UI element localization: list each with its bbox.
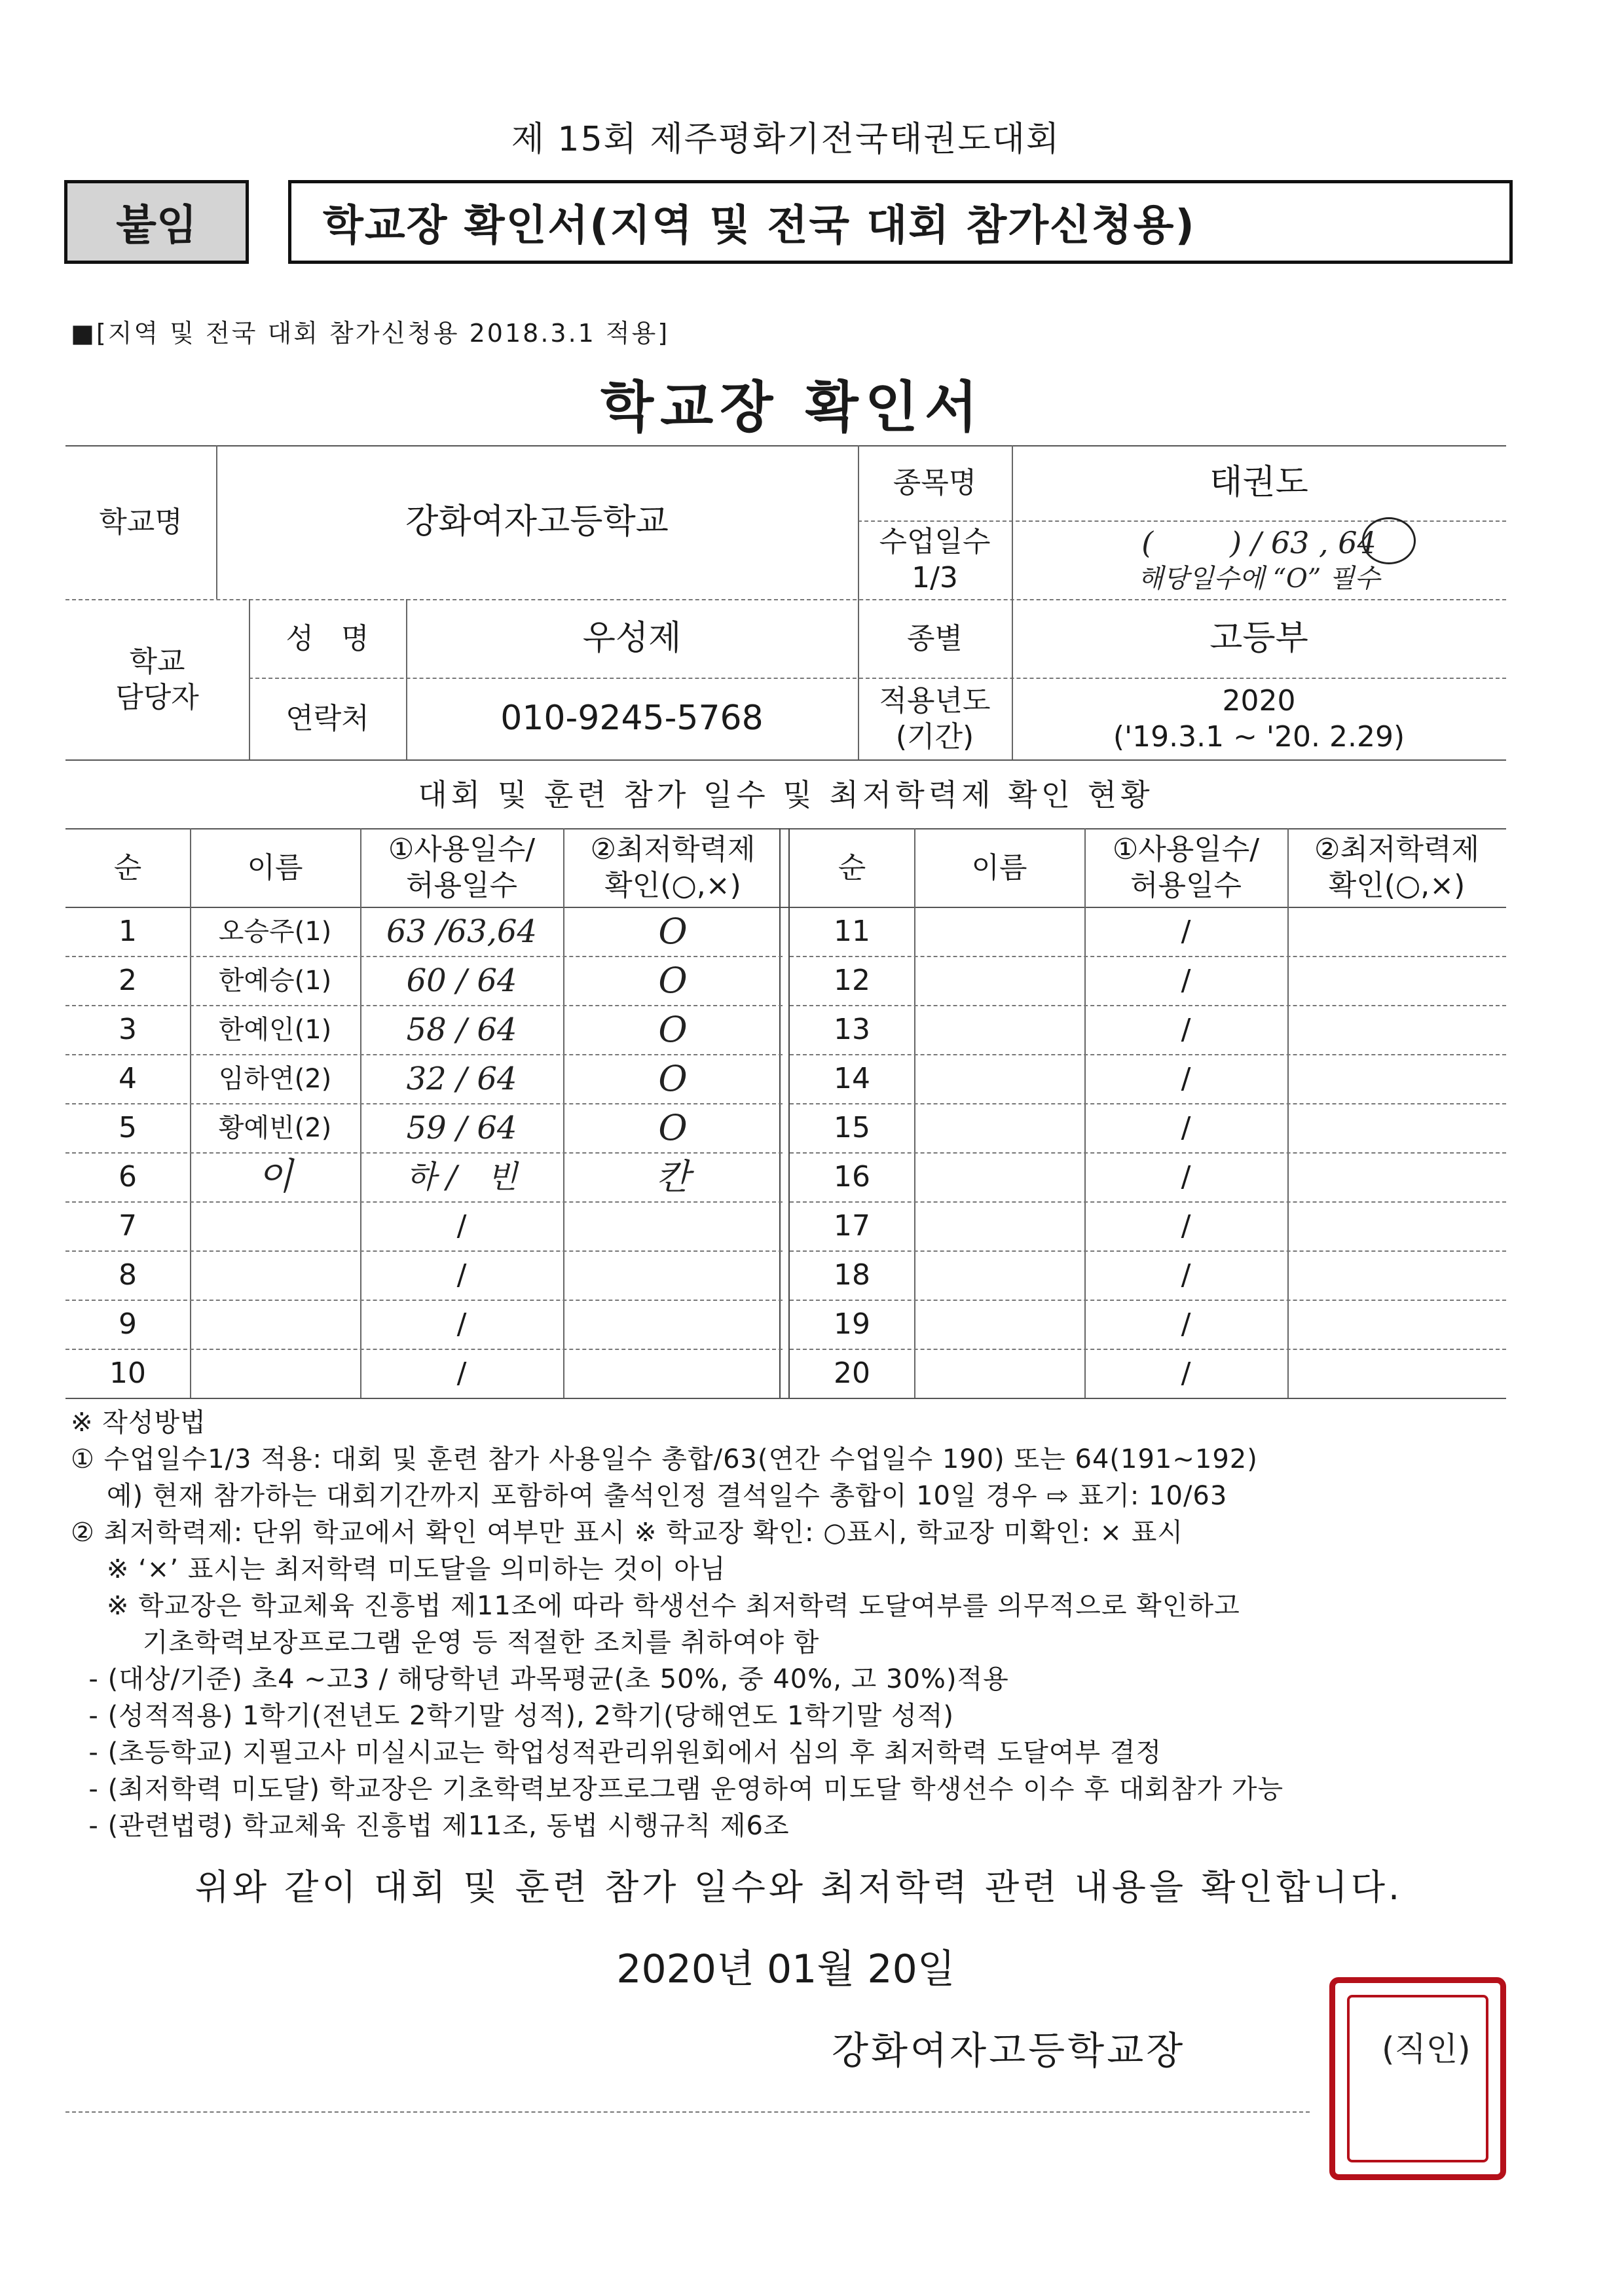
row-days: / — [456, 1357, 467, 1390]
row-number: 4 — [119, 1062, 137, 1095]
instruction-line: ① 수업일수1/3 적용: 대회 및 훈련 참가 사용일수 총합/63(연간 수업일수 190) 또는 64(191~192) — [71, 1444, 1258, 1474]
row-days: / — [456, 1307, 467, 1341]
left-header-check — [563, 828, 783, 907]
row-name: 한예인(1) — [218, 1014, 332, 1045]
left-header-check-line1: ②최저학력제 — [590, 833, 756, 866]
instruction-line: ② 최저학력제: 단위 학교에서 확인 여부만 표시 ※ 학교장 확인: ○표시, 학교장 미확인: × 표시 — [71, 1518, 1184, 1548]
row-number: 18 — [834, 1258, 870, 1292]
table-bottom-line — [65, 1398, 1506, 1399]
instruction-line: ※ 작성방법 — [71, 1408, 206, 1438]
row-number: 3 — [119, 1013, 137, 1046]
row-check: O — [658, 1106, 688, 1148]
row-name — [190, 1300, 360, 1349]
row-days: / — [1181, 1013, 1191, 1046]
right-header-days — [1084, 828, 1287, 907]
row-number: 13 — [834, 1013, 870, 1046]
instruction-list — [71, 1404, 1538, 1844]
row-check — [1287, 956, 1506, 1005]
left-header-check-line2: 확인(○,×) — [604, 869, 741, 902]
contact-group-label — [65, 599, 249, 759]
row-days: / — [1181, 964, 1191, 997]
year-label-line1: 적용년도 — [879, 683, 991, 718]
row-days: 하 / 빈 — [406, 1158, 517, 1195]
right-header-check-line1: ②최저학력제 — [1314, 833, 1479, 866]
row-name — [914, 907, 1084, 956]
row-number: 15 — [834, 1111, 870, 1144]
applicability-note: ■[지역 및 전국 대회 참가신청용 2018.3.1 적용] — [71, 319, 670, 348]
principal-title: 강화여자고등학교장 — [832, 2028, 1186, 2073]
row-number: 8 — [119, 1258, 137, 1292]
year-label-line2: (기간) — [895, 720, 974, 754]
document-box-title: 학교장 확인서(지역 및 전국 대회 참가신청용) — [288, 180, 1513, 264]
right-header-no: 순 — [838, 850, 866, 884]
row-days: 63 /63,64 — [386, 913, 537, 950]
classdays-label — [858, 520, 1012, 599]
row-number: 9 — [119, 1307, 137, 1341]
year-value-cell — [1012, 678, 1506, 759]
right-header-check-line2: 확인(○,×) — [1328, 869, 1466, 902]
row-check — [563, 1201, 783, 1250]
instruction-line: - (성적적용) 1학기(전년도 2학기말 성적), 2학기(당해연도 1학기말 성적) — [71, 1701, 955, 1731]
phone-label: 연락처 — [286, 702, 369, 735]
attachment-badge: 붙임 — [64, 180, 249, 264]
row-days: 58 / 64 — [406, 1011, 517, 1048]
row-check: O — [658, 910, 688, 952]
row-days: 32 / 64 — [406, 1060, 517, 1097]
row-check: O — [658, 959, 688, 1001]
school-value: 강화여자고등학교 — [405, 502, 669, 541]
row-number: 14 — [834, 1062, 870, 1095]
row-days: / — [1181, 1209, 1191, 1243]
row-check: O — [658, 1057, 688, 1099]
row-name — [914, 1152, 1084, 1201]
right-header-days-line1: ①사용일수/ — [1112, 833, 1260, 866]
selected-64-circle — [1362, 517, 1416, 564]
period-value: ('19.3.1 ~ '20. 2.29) — [1113, 720, 1405, 754]
row-name — [190, 1201, 360, 1250]
row-number: 2 — [119, 964, 137, 997]
row-check — [1287, 907, 1506, 956]
phone-value: 010-9245-5768 — [500, 699, 764, 738]
name-label: 성 명 — [286, 621, 369, 655]
row-name: 임하연(2) — [218, 1063, 332, 1094]
row-name — [914, 956, 1084, 1005]
instruction-line: - (대상/기준) 초4 ~고3 / 해당학년 과목평균(초 50%, 중 40%, 고 30%)적용 — [71, 1664, 1009, 1694]
row-number: 16 — [834, 1160, 870, 1194]
row-days: / — [1181, 1258, 1191, 1292]
row-name: 이 — [257, 1155, 293, 1198]
division-value: 고등부 — [1209, 618, 1308, 658]
row-days: / — [456, 1258, 467, 1292]
row-number: 19 — [834, 1307, 870, 1341]
row-name — [914, 1250, 1084, 1300]
right-header-name: 이름 — [971, 850, 1027, 884]
instruction-line: - (관련법령) 학교체육 진흥법 제11조, 동법 시행규칙 제6조 — [71, 1811, 790, 1841]
row-number: 5 — [119, 1111, 137, 1144]
left-header-name: 이름 — [247, 850, 303, 884]
official-seal-inner-border — [1347, 1995, 1488, 2162]
row-days: / — [1181, 915, 1191, 948]
instruction-line: 예) 현재 참가하는 대회기간까지 포함하여 출석인정 결석일수 총합이 10일 경우 ⇨ 표기: 10/63 — [71, 1481, 1228, 1511]
row-check — [1287, 1054, 1506, 1103]
row-check — [1287, 1349, 1506, 1398]
row-check: O — [658, 1008, 688, 1050]
contact-group-line1: 학교 — [129, 644, 185, 678]
row-name: 오승주(1) — [218, 916, 332, 947]
row-number: 17 — [834, 1209, 870, 1243]
year-label — [858, 678, 1012, 759]
instructions — [71, 1404, 1538, 1844]
left-header-days — [360, 828, 563, 907]
name-value: 우성제 — [582, 618, 682, 658]
row-check — [1287, 1103, 1506, 1152]
row-days: 59 / 64 — [406, 1109, 517, 1146]
classdays-value-cell — [1012, 520, 1506, 599]
row-number: 20 — [834, 1357, 870, 1390]
classdays-label-line2: 1/3 — [912, 561, 958, 594]
row-number: 11 — [834, 915, 870, 948]
row-check: 칸 — [655, 1156, 690, 1197]
row-number: 1 — [119, 915, 137, 948]
sport-label: 종목명 — [893, 466, 977, 500]
seal-label: (직인) — [1382, 2030, 1471, 2068]
division-label: 종별 — [906, 621, 963, 655]
row-number: 7 — [119, 1209, 137, 1243]
classdays-value: ( ) / 63 , 64 — [1141, 525, 1376, 561]
instruction-line: - (최저학력 미도달) 학교장은 기초학력보장프로그램 운영하여 미도달 학생선수 이수 후 대회참가 가능 — [71, 1774, 1284, 1804]
instruction-line: ※ 학교장은 학교체육 진흥법 제11조에 따라 학생선수 최저학력 도달여부를 의무적으로 확인하고 — [71, 1591, 1240, 1621]
school-label: 학교명 — [99, 505, 183, 539]
row-number: 12 — [834, 964, 870, 997]
row-name — [914, 1349, 1084, 1398]
instruction-line: ※ ‘×’ 표시는 최저학력 미도달을 의미하는 것이 아님 — [71, 1554, 726, 1584]
info-bottom-line — [65, 759, 1506, 761]
row-days: / — [1181, 1307, 1191, 1341]
left-header-days-line2: 허용일수 — [405, 869, 517, 902]
row-number: 6 — [119, 1160, 137, 1194]
row-days: / — [1181, 1160, 1191, 1194]
footer-line — [65, 2111, 1310, 2113]
year-value: 2020 — [1222, 683, 1296, 718]
row-days: 60 / 64 — [406, 962, 517, 999]
row-check — [563, 1349, 783, 1398]
right-header-days-line2: 허용일수 — [1130, 869, 1242, 902]
contact-group-line2: 담당자 — [115, 680, 199, 714]
table-title: 대회 및 훈련 참가 일수 및 최저학력제 확인 현황 — [418, 777, 1154, 813]
left-header-no: 순 — [113, 850, 142, 884]
main-title: 학교장 확인서 — [600, 375, 985, 439]
right-header-check — [1287, 828, 1506, 907]
row-name — [914, 1005, 1084, 1054]
row-days: / — [1181, 1111, 1191, 1144]
sport-value: 태권도 — [1209, 463, 1308, 502]
confirmation-text: 위와 같이 대회 및 훈련 참가 일수와 최저학력 관련 내용을 확인합니다. — [194, 1867, 1403, 1908]
row-check — [1287, 1300, 1506, 1349]
row-check — [563, 1250, 783, 1300]
row-name — [190, 1349, 360, 1398]
row-check — [563, 1300, 783, 1349]
instruction-line: - (초등학교) 지필고사 미실시교는 학업성적관리위원회에서 심의 후 최저학력 도달여부 결정 — [71, 1738, 1162, 1768]
row-name — [914, 1054, 1084, 1103]
row-check — [1287, 1250, 1506, 1300]
classdays-note: 해당일수에 “O” 필수 — [1137, 563, 1380, 594]
official-seal — [1329, 1977, 1506, 2180]
row-name: 한예승(1) — [218, 965, 332, 996]
classdays-label-line1: 수업일수 — [879, 525, 991, 558]
row-days: / — [1181, 1062, 1191, 1095]
instruction-line: 기초학력보장프로그램 운영 등 적절한 조치를 취하여야 함 — [71, 1628, 820, 1658]
left-header-days-line1: ①사용일수/ — [388, 833, 536, 866]
row-check — [1287, 1005, 1506, 1054]
row-check — [1287, 1201, 1506, 1250]
confirmation-date: 2020년 01월 20일 — [616, 1946, 955, 1992]
row-check — [1287, 1152, 1506, 1201]
row-name — [190, 1250, 360, 1300]
event-title: 제 15회 제주평화기전국태권도대회 — [511, 120, 1061, 159]
row-name — [914, 1201, 1084, 1250]
row-name: 황예빈(2) — [218, 1112, 332, 1143]
row-number: 10 — [109, 1357, 146, 1390]
row-name — [914, 1300, 1084, 1349]
row-name — [914, 1103, 1084, 1152]
row-days: / — [456, 1209, 467, 1243]
row-days: / — [1181, 1357, 1191, 1390]
